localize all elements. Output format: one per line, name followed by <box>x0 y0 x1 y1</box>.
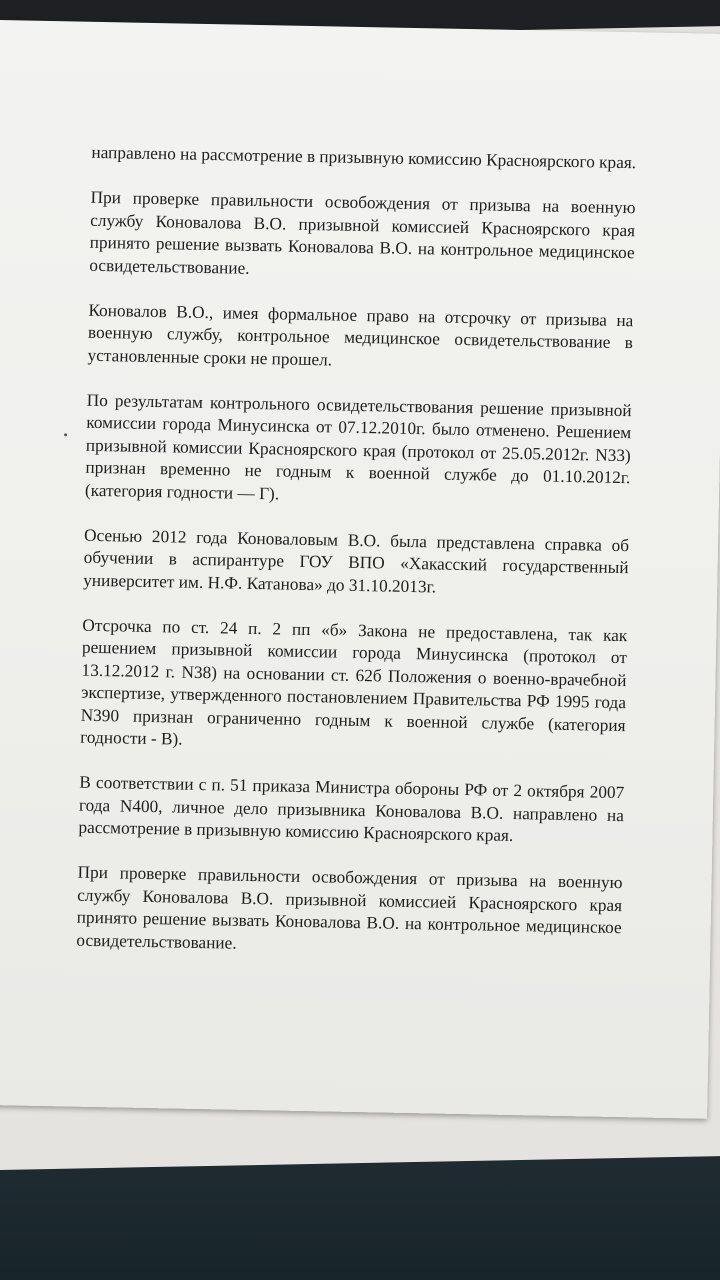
paragraph-2: При проверке правильности освобождения от призыва на военную службу Коновалова В.О. призывной комиссией Красноярского края принято решение вызвать Коновалова В.О. на контрольное медицинское освидетельствование. <box>89 187 636 278</box>
paragraph-5: Осенью 2012 года Коноваловым В.О. была представлена справка об обучении в аспирантуре ГОУ ВПО «Хакасский государственный университет им. Н.Ф. Катанова» до 31.10.2013г. <box>83 525 630 596</box>
paragraph-1: направлено на рассмотрение в призывную комиссию Красноярского края. <box>91 142 637 173</box>
paragraph-7: В соответствии с п. 51 приказа Министра обороны РФ от 2 октября 2007 года N400, личное дело призывника Коновалова В.О. направлено на рассмотрение в призывную комиссию Красноярского края. <box>78 772 625 846</box>
paragraph-8: При проверке правильности освобождения от призыва на военную службу Коновалова В.О. призывной комиссией Красноярского края принято решение вызвать Коновалова В.О. на контрольное медицинское освидетельствование. <box>76 862 623 953</box>
paragraph-3: Коновалов В.О., имея формальное право на отсрочку от призыва на военную службу, контрольное медицинское освидетельствование в установленные сроки не прошел. <box>87 300 634 369</box>
document-body <box>76 142 636 962</box>
paragraph-6: Отсрочка по ст. 24 п. 2 пп «б» Закона не предоставлена, так как решением призывной комиссии города Минусинска (протокол от 13.12.2012 г. N38) на основании ст. 62б Положения о военно-врачебной экспертизе, утвержденного постановлением Правительства РФ 1995 года N390 признан ограниченно годным к военной службе (категория годности - В). <box>80 615 628 749</box>
stray-ink-dot <box>64 433 67 436</box>
document-page <box>0 20 720 1119</box>
paragraph-4: По результатам контрольного освидетельствования решение призывной комиссии города Минусинска от 07.12.2010г. было отменено. Решением призывной комиссии Красноярского края (протокол от 25.05.2012г. N33) признан временно не годным к военной службе до 01.10.2012г. (категория годности — Г). <box>84 390 632 503</box>
